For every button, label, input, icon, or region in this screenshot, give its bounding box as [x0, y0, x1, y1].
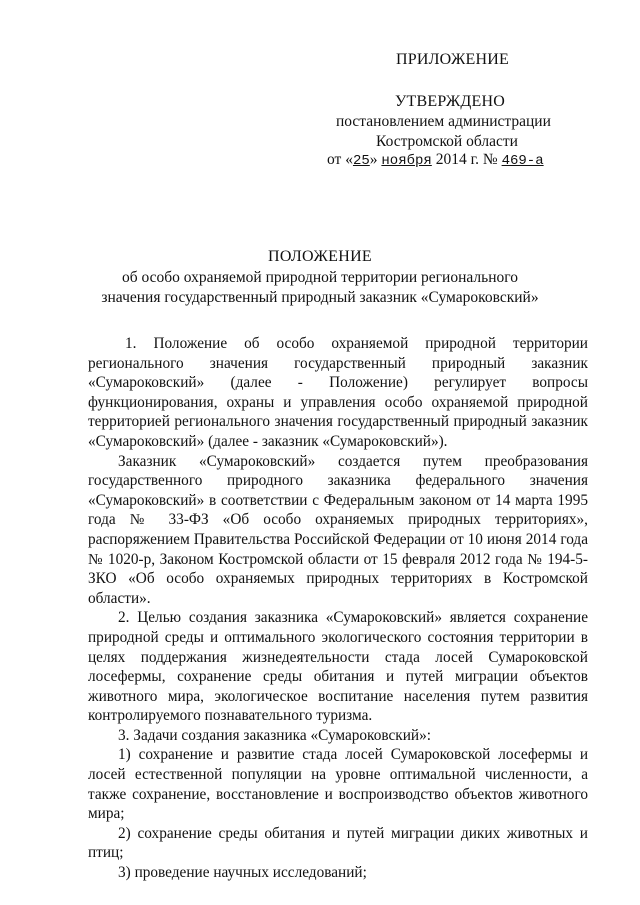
document-subtitle-line1: об особо охраняемой природной территории регионального: [122, 269, 518, 286]
paragraph-2: Заказник «Сумароковский» создается путем преобразования государственного природного заказника федерального значения «Сумароковский» в соответствии с Федеральным законом от 14 марта 1995 года № 33-ФЗ «Об особо охраняемых природных территориях», распоряжением Правительства Российской Федерации от 10 июня 2014 года № 1020-р, Законом Костромской области от 15 февраля 2012 года № 194-5-ЗКО «Об особо охраняемых природных территориях в Костромской области».: [88, 452, 588, 607]
appendix-label: ПРИЛОЖЕНИЕ: [396, 51, 510, 68]
approval-authority: постановлением администрации: [336, 113, 551, 130]
document-title: ПОЛОЖЕНИЕ: [267, 248, 372, 265]
date-year: 2014 г. №: [435, 151, 498, 168]
document-subtitle-line2: значения государственный природный заказник «Сумароковский»: [101, 289, 539, 306]
paragraph-3: 2. Целью создания заказника «Сумароковский» является сохранение природной среды и оптимального экологического состояния территории в целях поддержания жизнедеятельности стада лосей Сумароковской лосефермы, сохранение среды обитания и путей миграции объектов животного мира, экологическое воспитание населения путем развития контролируемого познавательного туризма.: [88, 609, 588, 725]
approval-date-line: [327, 151, 544, 169]
date-prefix: от «: [327, 151, 353, 168]
approved-label: УТВЕРЖДЕНО: [395, 93, 506, 110]
date-day: 25: [352, 153, 370, 169]
paragraph-6: 2) сохранение среды обитания и путей миграции диких животных и птиц;: [88, 824, 588, 862]
paragraph-5: 1) сохранение и развитие стада лосей Сумароковской лосефермы и лосей естественной популяции на уровне оптимальной численности, а также сохранение, восстановление и воспроизводство объектов животного мира;: [88, 746, 588, 823]
paragraph-1: 1. Положение об особо охраняемой природной территории регионального значения государственный природный заказник «Сумароковский» (далее - Положение) регулирует вопросы функционирования, охраны и управления особо охраняемой природной территорией регионального значения государственный природный заказник «Сумароковский» (далее - заказник «Сумароковский»).: [88, 335, 588, 450]
document-body: [88, 334, 588, 883]
date-month: ноября: [381, 153, 432, 169]
date-quote-close: »: [369, 151, 378, 168]
paragraph-4: 3. Задачи создания заказника «Сумароковский»:: [118, 726, 431, 744]
approval-region: Костромской области: [376, 133, 518, 150]
paragraph-7: 3) проведение научных исследований;: [118, 864, 367, 882]
decree-number: 469-а: [501, 153, 544, 169]
